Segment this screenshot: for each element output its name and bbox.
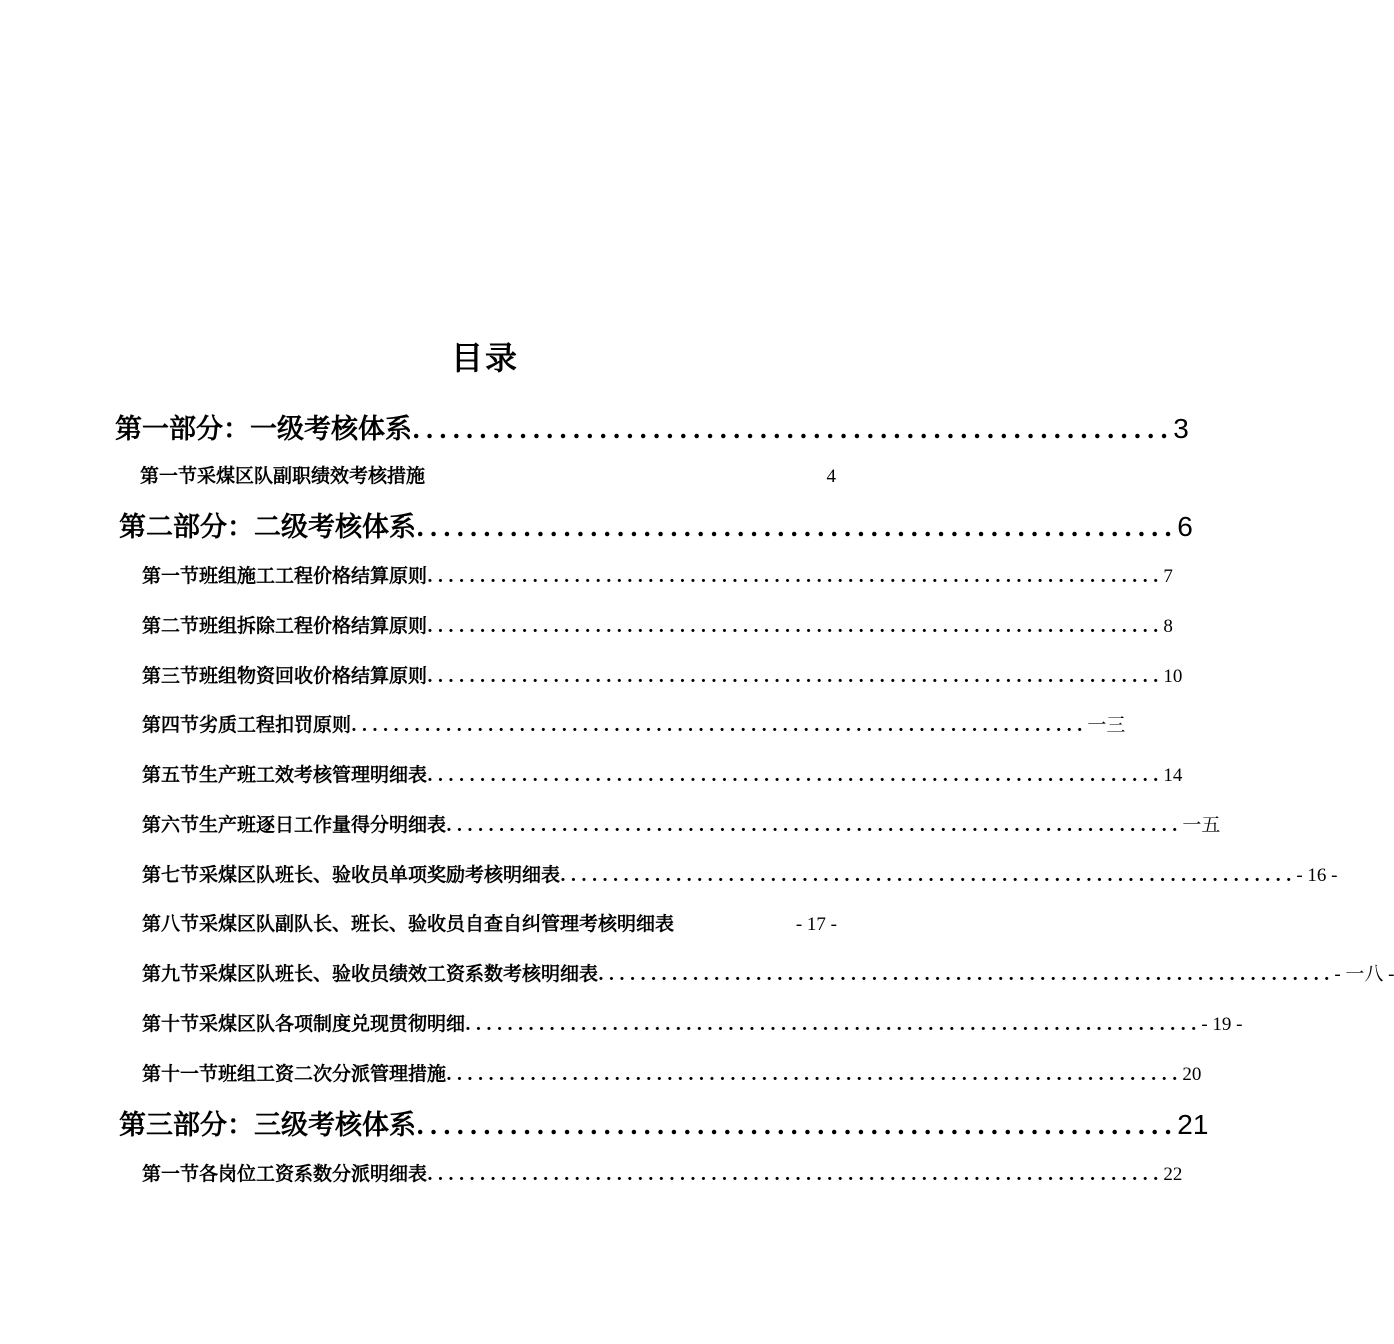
toc-leader-dots: ......................................................................	[427, 766, 1164, 786]
toc-entry-page: - 17 -	[795, 914, 837, 935]
toc-entry-label: 第四节劣质工程扣罚原则	[142, 714, 352, 736]
toc-entry-label: 第三节班组物资回收价格结算原则	[142, 665, 428, 687]
toc-entry-page: 一三	[1087, 715, 1126, 736]
toc-entry-part-3[interactable]	[119, 1103, 1209, 1147]
toc-entry-section[interactable]	[142, 1157, 1183, 1191]
toc-entry-page: 4	[826, 466, 836, 487]
toc-leader-dots: ......................................................................	[427, 567, 1164, 587]
toc-entry-section[interactable]	[142, 758, 1183, 792]
toc-entry-section[interactable]	[142, 659, 1183, 693]
toc-leader-dots: ......................................................................	[427, 667, 1164, 687]
toc-entry-label: 第二部分：二级考核体系	[119, 512, 416, 543]
toc-title: 目录	[450, 339, 519, 377]
toc-leader-dots: ......................................................................	[446, 1065, 1183, 1085]
toc-entry-page: 20	[1182, 1064, 1202, 1085]
toc-leader-dots: ......................................................................	[427, 617, 1164, 637]
toc-leader-dots: .........................................................	[416, 1111, 1178, 1140]
toc-entry-section[interactable]	[142, 957, 1394, 991]
toc-leader-dots: ......................................................................	[351, 716, 1088, 736]
toc-entry-label: 第一部分：一级考核体系	[115, 414, 412, 445]
toc-leader-dots: .........................................................	[416, 513, 1178, 542]
toc-entry-label: 第三部分：三级考核体系	[119, 1110, 416, 1141]
toc-entry-label: 第九节采煤区队班长、验收员绩效工资系数考核明细表	[142, 963, 599, 985]
toc-entry-label: 第二节班组拆除工程价格结算原则	[142, 615, 428, 637]
toc-entry-section[interactable]	[142, 1057, 1202, 1091]
toc-entry-page: - 一八 -	[1334, 964, 1394, 985]
toc-entry-section[interactable]	[142, 808, 1221, 842]
toc-leader-dots: ......................................................................	[427, 1165, 1164, 1185]
toc-leader-dots: ......................................................................	[560, 866, 1297, 886]
toc-entry-label: 第一节班组施工工程价格结算原则	[142, 565, 428, 587]
toc-entry-label: 第七节采煤区队班长、验收员单项奖励考核明细表	[142, 864, 561, 886]
toc-entry-page: - 16 -	[1296, 865, 1338, 886]
toc-entry-section[interactable]	[142, 907, 837, 941]
toc-entry-part-2[interactable]	[119, 505, 1193, 549]
toc-entry-page: 一五	[1182, 815, 1221, 836]
toc-entry-section[interactable]	[142, 1007, 1243, 1041]
toc-leader-dots: ......................................................................	[465, 1015, 1202, 1035]
toc-entry-label: 第十节采煤区队各项制度兑现贯彻明细	[142, 1013, 466, 1035]
toc-entry-label: 第五节生产班工效考核管理明细表	[142, 764, 428, 786]
toc-entry-label: 第六节生产班逐日工作量得分明细表	[142, 814, 447, 836]
toc-entry-page: 10	[1163, 666, 1183, 687]
toc-entry-label: 第八节采煤区队副队长、班长、验收员自查自纠管理考核明细表	[142, 913, 675, 935]
toc-entry-page: 14	[1163, 765, 1183, 786]
toc-leader-dots: ......................................................................	[446, 816, 1183, 836]
toc-entry-label: 第一节采煤区队副职绩效考核措施	[140, 465, 426, 487]
toc-entry-section[interactable]	[142, 559, 1173, 593]
toc-entry-page: 3	[1173, 413, 1189, 444]
toc-leader-dots: .........................................................	[412, 415, 1174, 444]
toc-entry-label: 第一节各岗位工资系数分派明细表	[142, 1163, 428, 1185]
toc-leader-dots: ......................................................................	[598, 965, 1335, 985]
toc-entry-page: 6	[1177, 511, 1193, 542]
toc-entry-section[interactable]	[142, 708, 1126, 742]
toc-entry-section[interactable]	[140, 459, 836, 493]
toc-entry-page: 21	[1177, 1109, 1209, 1140]
toc-entry-label: 第十一节班组工资二次分派管理措施	[142, 1063, 447, 1085]
toc-entry-section[interactable]	[142, 609, 1173, 643]
toc-entry-part-1[interactable]	[115, 407, 1189, 451]
toc-entry-page: - 19 -	[1201, 1014, 1243, 1035]
toc-entry-section[interactable]	[142, 858, 1338, 892]
toc-entry-page: 8	[1163, 616, 1173, 637]
toc-entry-page: 7	[1163, 566, 1173, 587]
toc-entry-page: 22	[1163, 1164, 1183, 1185]
